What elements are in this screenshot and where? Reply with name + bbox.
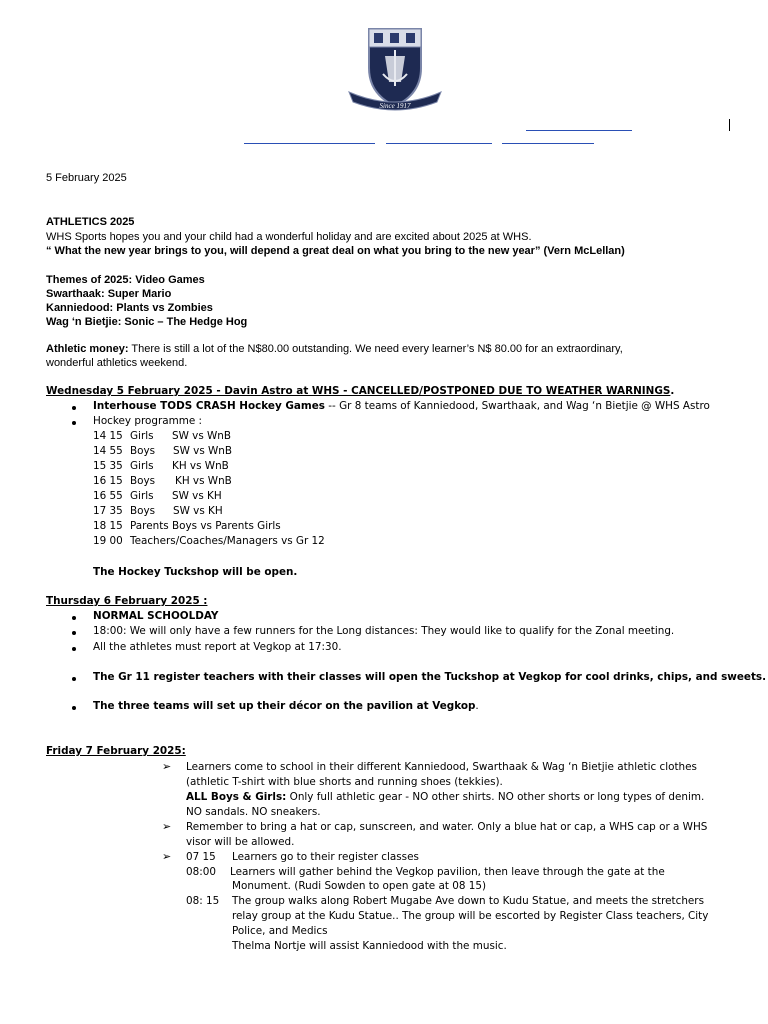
friday-item: ALL Boys & Girls: Only full athletic gear - NO other shirts. NO other shorts or long types of denim. xyxy=(186,791,705,803)
bullet-icon xyxy=(72,677,76,681)
schedule-match: SW vs KH xyxy=(172,490,222,502)
bullet-icon xyxy=(72,406,76,410)
friday-time-text: The group walks along Robert Mugabe Ave down to Kudu Statue, and meets the stretchers xyxy=(232,895,704,907)
schedule-who: Boys xyxy=(130,505,156,517)
header-link-line[interactable] xyxy=(526,130,632,131)
bullet-icon xyxy=(72,631,76,635)
schedule-time: 14 55 xyxy=(93,445,123,457)
schedule-time: 15 35 xyxy=(93,460,123,472)
friday-item: NO sandals. NO sneakers. xyxy=(186,806,321,818)
thursday-heading: Thursday 6 February 2025 : xyxy=(46,595,208,607)
schedule-who: Girls xyxy=(130,490,154,502)
header-link-line[interactable] xyxy=(244,143,375,144)
friday-time-text: Thelma Nortje will assist Kanniedood with the music. xyxy=(232,940,507,952)
schedule-who: Girls xyxy=(130,430,154,442)
money-label: Athletic money: xyxy=(46,343,129,355)
athletics-intro: WHS Sports hopes you and your child had a wonderful holiday and are excited about 2025 at WHS. xyxy=(46,231,532,243)
friday-time-text: Police, and Medics xyxy=(232,925,328,937)
hockey-games-item: Interhouse TODS CRASH Hockey Games -- Gr 8 teams of Kanniedood, Swarthaak, and Wag ‘n Bietjie @ WHS Astro xyxy=(93,400,710,412)
friday-time-text: Learners go to their register classes xyxy=(232,851,419,863)
schedule-time: 14 15 xyxy=(93,430,123,442)
bullet-icon xyxy=(72,706,76,710)
bullet-icon xyxy=(72,421,76,425)
friday-time: 07 15 xyxy=(186,851,216,863)
schedule-time: 17 35 xyxy=(93,505,123,517)
schedule-who: Boys xyxy=(130,475,156,487)
text-cursor xyxy=(729,119,730,131)
arrow-bullet-icon: ➢ xyxy=(162,851,172,863)
schedule-time: 19 00 xyxy=(93,535,123,547)
friday-item: Remember to bring a hat or cap, sunscreen, and water. Only a blue hat or cap, a WHS cap or a WHS xyxy=(186,821,708,833)
money-paragraph xyxy=(46,343,623,355)
letter-date: 5 February 2025 xyxy=(46,172,127,184)
friday-time: 08: 15 xyxy=(186,895,220,907)
school-crest-logo xyxy=(345,26,445,116)
schedule-match: KH vs WnB xyxy=(172,460,229,472)
wednesday-heading: Wednesday 5 February 2025 - Davin Astro at WHS - CANCELLED/POSTPONED DUE TO WEATHER WARNINGS. xyxy=(46,385,675,397)
friday-time-text: Learners will gather behind the Vegkop pavilion, then leave through the gate at the xyxy=(230,866,665,878)
athletics-heading: ATHLETICS 2025 xyxy=(46,216,135,228)
theme-line: Kanniedood: Plants vs Zombies xyxy=(46,302,213,314)
schedule-time: 16 55 xyxy=(93,490,123,502)
friday-time-text: Monument. (Rudi Sowden to open gate at 08 15) xyxy=(232,880,487,892)
theme-line: Wag ‘n Bietjie: Sonic – The Hedge Hog xyxy=(46,316,248,328)
arrow-bullet-icon: ➢ xyxy=(162,761,172,773)
hockey-tuckshop-note: The Hockey Tuckshop will be open. xyxy=(93,566,298,578)
friday-time: 08:00 xyxy=(186,866,216,878)
thursday-tuckshop: The Gr 11 register teachers with their classes will open the Tuckshop at Vegkop for cool drinks, chips, and sweets. xyxy=(93,671,767,683)
schedule-match: SW vs WnB xyxy=(172,430,232,442)
themes-title: Themes of 2025: Video Games xyxy=(46,274,205,286)
friday-item: visor will be allowed. xyxy=(186,836,295,848)
friday-heading: Friday 7 February 2025: xyxy=(46,745,186,757)
thursday-decor: The three teams will set up their décor on the pavilion at Vegkop. xyxy=(93,700,479,712)
crest-motto: Since 1917 xyxy=(379,102,411,110)
schedule-match: SW vs KH xyxy=(173,505,223,517)
arrow-bullet-icon: ➢ xyxy=(162,821,172,833)
thursday-item: NORMAL SCHOOLDAY xyxy=(93,610,219,622)
friday-item: (athletic T-shirt with blue shorts and running shoes (tekkies). xyxy=(186,776,503,788)
schedule-who: Boys xyxy=(130,445,156,457)
thursday-item: 18:00: We will only have a few runners for the Long distances: They would like to qualify for the Zonal meeting. xyxy=(93,625,675,637)
money-text-cont: wonderful athletics weekend. xyxy=(46,357,188,369)
schedule-who: Parents Boys vs Parents Girls xyxy=(130,520,281,532)
athletics-quote: “ What the new year brings to you, will depend a great deal on what you bring to the new year” (Vern McLellan) xyxy=(46,245,625,257)
money-text: There is still a lot of the N$80.00 outstanding. We need every learner’s N$ 80.00 for an extraordinary, xyxy=(128,343,623,355)
wednesday-heading-text: Wednesday 5 February 2025 - Davin Astro at WHS - CANCELLED/POSTPONED DUE TO WEATHER WARNINGS xyxy=(46,385,671,397)
friday-item: Learners come to school in their different Kanniedood, Swarthaak & Wag ‘n Bietjie athletic clothes xyxy=(186,761,697,773)
schedule-who: Girls xyxy=(130,460,154,472)
schedule-time: 18 15 xyxy=(93,520,123,532)
schedule-who: Teachers/Coaches/Managers vs Gr 12 xyxy=(130,535,325,547)
schedule-match: KH vs WnB xyxy=(175,475,232,487)
header-link-line[interactable] xyxy=(386,143,492,144)
theme-line: Swarthaak: Super Mario xyxy=(46,288,172,300)
thursday-item: All the athletes must report at Vegkop at 17:30. xyxy=(93,641,342,653)
header-link-line[interactable] xyxy=(502,143,594,144)
hockey-programme-label: Hockey programme : xyxy=(93,415,203,427)
friday-time-text: relay group at the Kudu Statue.. The group will be escorted by Register Class teachers, City xyxy=(232,910,709,922)
schedule-match: SW vs WnB xyxy=(173,445,233,457)
schedule-time: 16 15 xyxy=(93,475,123,487)
bullet-icon xyxy=(72,647,76,651)
bullet-icon xyxy=(72,616,76,620)
